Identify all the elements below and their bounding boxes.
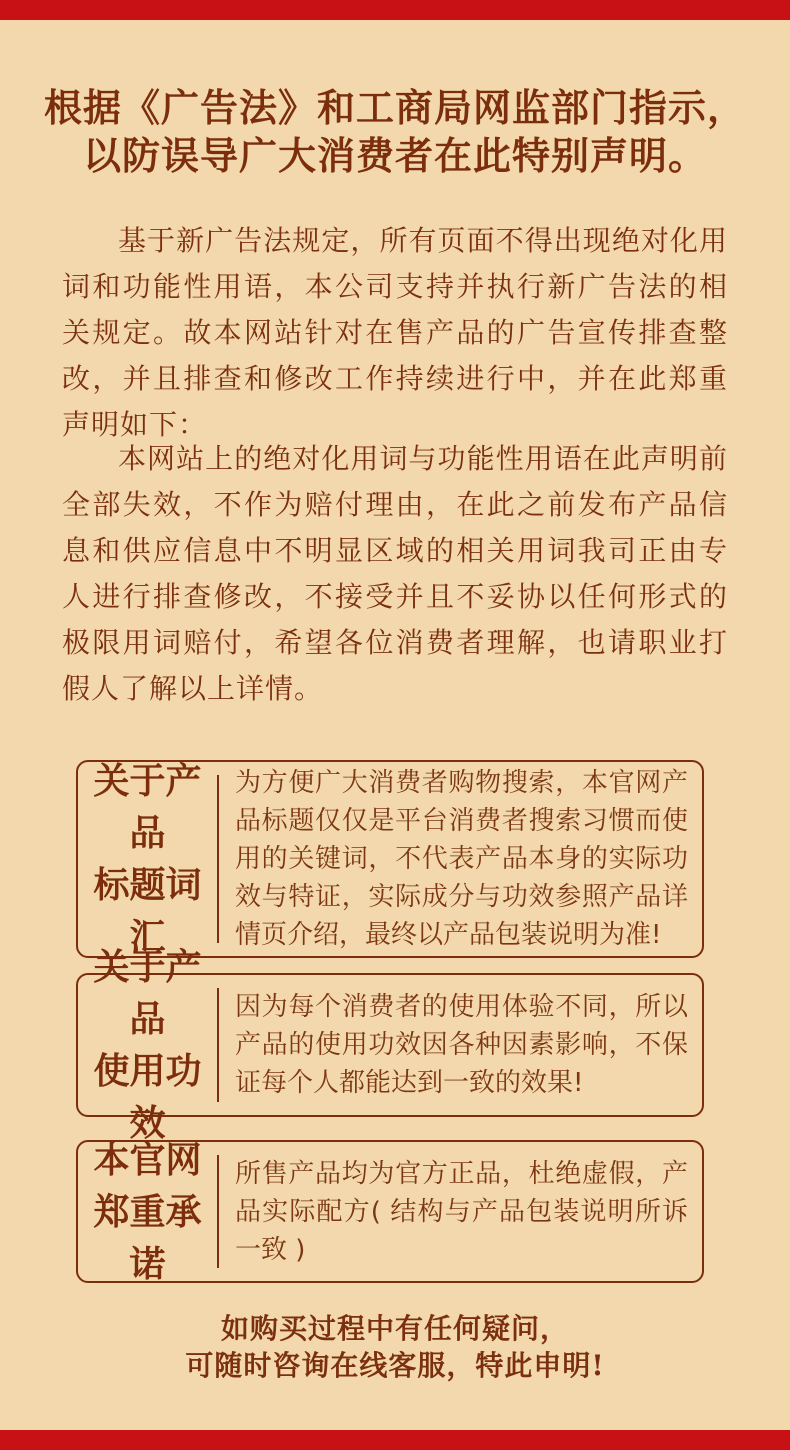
statement-title bbox=[0, 84, 790, 180]
notice-box-label-line-1: 关于产品 bbox=[93, 946, 202, 1040]
notice-box-official-promise bbox=[76, 1140, 704, 1283]
notice-box-label bbox=[78, 762, 217, 956]
notice-box-label bbox=[78, 1138, 217, 1285]
notice-box-text: 因为每个消费者的使用体验不同，所以产品的使用功效因各种因素影响，不保证每个人都能达到一致的效果! bbox=[235, 992, 688, 1098]
footer-note-line-1: 如购买过程中有任何疑问， bbox=[220, 1312, 569, 1345]
footer-note bbox=[0, 1310, 790, 1384]
notice-box-body bbox=[219, 975, 702, 1115]
notice-box-text: 为方便广大消费者购物搜索，本官网产品标题仅仅是平台消费者搜索习惯而使用的关键词，不代表产品本身的实际功效与特证，实际成分与功效参照产品详情页介绍，最终以产品包装说明为准! bbox=[235, 768, 688, 950]
paragraph-declaration: 本网站上的绝对化用词与功能性用语在此声明前全部失效，不作为赔付理由，在此之前发布产品信息和供应信息中不明显区域的相关用词我司正由专人进行排查修改，不接受并且不妥协以任何形式的极限用词赔付，希望各位消费者理解，也请职业打假人了解以上详情。 bbox=[62, 442, 728, 705]
top-red-bar bbox=[0, 0, 790, 20]
notice-box-label-line-1: 本官网 bbox=[93, 1138, 202, 1181]
paragraph-law-basis: 基于新广告法规定，所有页面不得出现绝对化用词和功能性用语，本公司支持并执行新广告法的相关规定。故本网站针对在售产品的广告宣传排查整改，并且排查和修改工作持续进行中，并在此郑重声明如下： bbox=[62, 224, 728, 441]
notice-box-product-efficacy bbox=[76, 946, 704, 1144]
bottom-red-bar bbox=[0, 1430, 790, 1450]
notice-box-product-title-keywords bbox=[76, 760, 704, 958]
notice-box-text: 所售产品均为官方正品，杜绝虚假，产品实际配方( 结构与产品包装说明所诉一致 ) bbox=[235, 1158, 688, 1265]
statement-title-line-1: 根据《广告法》和工商局网监部门指示， bbox=[43, 85, 746, 130]
footer-note-line-2: 可随时咨询在线客服，特此申明! bbox=[185, 1349, 605, 1382]
notice-box-label-line-1: 关于产品 bbox=[93, 760, 202, 854]
notice-box-body bbox=[219, 762, 702, 956]
notice-box-label-line-2: 使用功效 bbox=[93, 1050, 202, 1144]
notice-box-label-line-2: 郑重承诺 bbox=[93, 1190, 202, 1285]
statement-title-line-2: 以防误导广大消费者在此特别声明。 bbox=[82, 133, 707, 178]
notice-box-body bbox=[219, 1142, 702, 1281]
notice-box-label bbox=[78, 946, 217, 1144]
notice-box-label-line-2: 标题词汇 bbox=[93, 864, 202, 958]
